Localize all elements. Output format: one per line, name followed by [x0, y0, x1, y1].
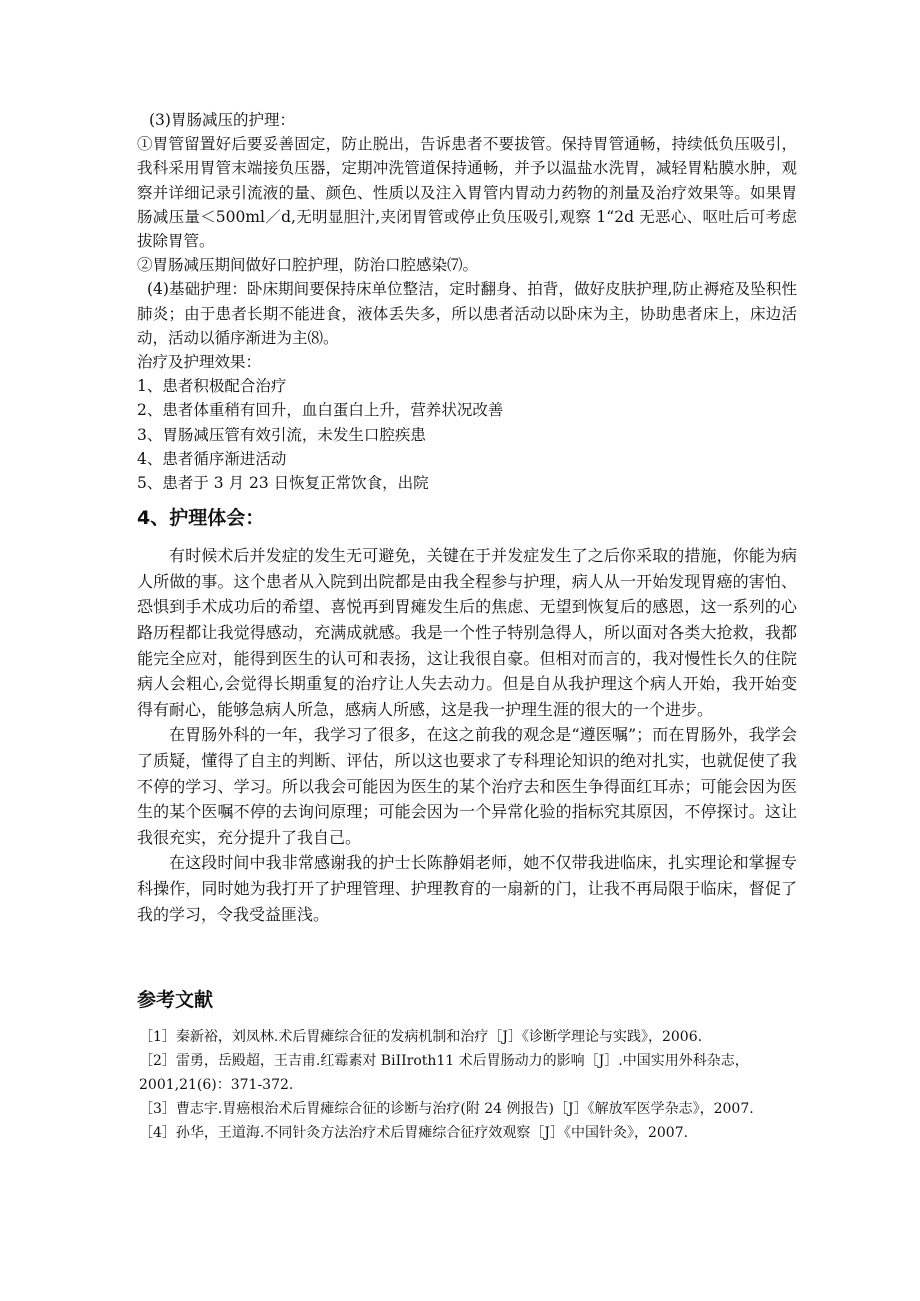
- results-item-4: 4、患者循序渐进活动: [137, 449, 287, 468]
- reflection-paragraph-1: 有时候术后并发症的发生无可避免，关键在于并发症发生了之后你采取的措施，你能为病人所做的事。这个患者从入院到出院都是由我全程参与护理，病人从一开始发现胃癌的害怕、恐惧到手术成功后的希望、喜悦再到胃瘫发生后的焦虑、无望到恢复后的感恩，这一系列的心路历程都让我觉得感动，充满成就感。我是一个性子特别急得人，所以面对各类大抢救，我都能完全应对，能得到医生的认可和表扬，这让我很自豪。但相对而言的，我对慢性长久的住院病人会粗心,会觉得长期重复的治疗让人失去动力。但是自从我护理这个病人开始，我开始变得有耐心，能够急病人所急，感病人所感，这是我一护理生涯的很大的一个进步。: [137, 546, 797, 719]
- results-item-1: 1、患者积极配合治疗: [137, 377, 287, 396]
- results-title: 治疗及护理效果：: [137, 353, 262, 372]
- section3-item-2: ②胃肠减压期间做好口腔护理，防治口腔感染⑺。: [137, 256, 479, 275]
- reflection-heading: 4、护理体会：: [137, 507, 265, 530]
- reference-4: ［4］孙华，王道海.不同针灸方法治疗术后胃瘫综合征疗效观察［J］《中国针灸》，2007.: [139, 1125, 689, 1142]
- reflection-paragraph-2: 在胃肠外科的一年，我学习了很多，在这之前我的观念是“遵医嘱”；而在胃肠外，我学会了质疑，懂得了自主的判断、评估，所以这也要求了专科理论知识的绝对扎实，也就促使了我不停的学习、学习。所以我会可能因为医生的某个治疗去和医生争得面红耳赤；可能会因为医生的某个医嘱不停的去询问原理；可能会因为一个异常化验的指标究其原因，不停探讨。这让我很充实，充分提升了我自己。: [137, 725, 797, 847]
- reflection-paragraph-3: 在这段时间中我非常感谢我的护士长陈静娟老师，她不仅带我进临床，扎实理论和掌握专科操作，同时她为我打开了护理管理、护理教育的一扇新的门，让我不再局限于临床，督促了我的学习，令我受益匪浅。: [137, 853, 797, 924]
- reference-1: ［1］秦新裕，刘凤林.术后胃瘫综合征的发病机制和治疗［J］《诊断学理论与实践》，2006.: [139, 1029, 703, 1046]
- document-content: [137, 108, 797, 1145]
- spacer: [137, 927, 797, 985]
- results-item-5: 5、患者于 3 月 23 日恢复正常饮食，出院: [137, 474, 429, 493]
- reference-3: ［3］曹志宇.胃癌根治术后胃瘫综合征的诊断与治疗(附 24 例报告)［J］《解放军医学杂志》，2007.: [139, 1101, 754, 1118]
- reference-2: ［2］雷勇，岳殿超，王吉甫.红霉素对 BiIIroth11 术后胃肠动力的影响［J］.中国实用外科杂志，2001,21(6)：371-372.: [139, 1053, 749, 1094]
- results-item-3: 3、胃肠减压管有效引流，未发生口腔疾患: [137, 425, 426, 444]
- section4-paragraph: (4)基础护理：卧床期间要保持床单位整洁，定时翻身、拍背，做好皮肤护理,防止褥疮及坠积性肺炎；由于患者长期不能进食，液体丢失多，所以患者活动以卧床为主，协助患者床上，床边活动，活动以循序渐进为主⑻。: [137, 280, 797, 347]
- results-item-2: 2、患者体重稍有回升，血白蛋白上升，营养状况改善: [137, 401, 504, 420]
- section3-item-1: ①胃管留置好后要妥善固定，防止脱出，告诉患者不要拔管。保持胃管通畅，持续低负压吸引，我科采用胃管末端接负压器，定期冲洗管道保持通畅，并予以温盐水洗胃，减轻胃粘膜水肿，观察并详细记录引流液的量、颜色、性质以及注入胃管内胃动力药物的剂量及治疗效果等。如果胃肠减压量＜500ml／d,无明显胆汁,夹闭胃管或停止负压吸引,观察 1“2d 无恶心、呕吐后可考虑拔除胃管。: [137, 135, 797, 251]
- section3-title: (3)胃肠减压的护理：: [149, 111, 295, 129]
- references-title: 参考文献: [137, 989, 214, 1012]
